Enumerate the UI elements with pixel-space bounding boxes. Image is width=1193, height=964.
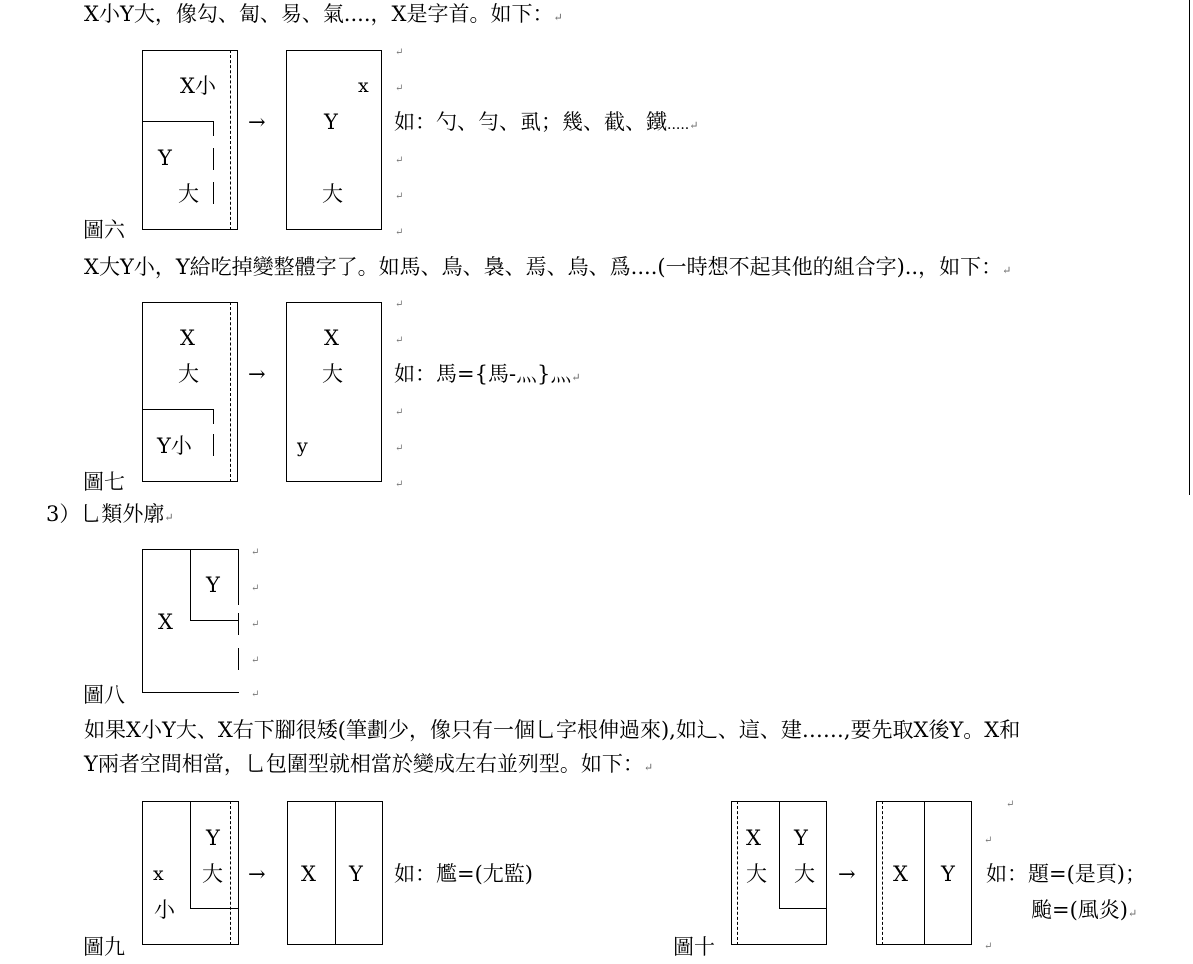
fig9-caption: 圖九: [83, 935, 125, 959]
fig7-label-x: X: [180, 326, 195, 350]
gutter-seg: [381, 50, 382, 65]
fig10-right-y: Y: [941, 862, 955, 886]
paragraph-mark-icon: ↵: [395, 155, 404, 166]
gutter-seg: [381, 147, 382, 169]
fig10-arrow-icon: →: [838, 862, 856, 886]
gutter-seg: [381, 327, 382, 349]
fig7-inner-top: [142, 409, 214, 410]
paragraph-mark-icon: ↵: [395, 47, 404, 58]
paragraph-mark-icon: ↵: [395, 83, 404, 94]
fig9-inner-bottom: [190, 908, 239, 909]
fig8-right-mid: [238, 613, 239, 635]
paragraph-mark-icon: ↵: [643, 761, 654, 774]
fig10-label-y: Y: [794, 826, 808, 850]
fig10-inner-l: [779, 801, 780, 909]
page-edge-line: [1189, 0, 1190, 495]
fig7-arrow-icon: →: [248, 362, 266, 386]
paragraph-mark-icon: ↵: [251, 583, 260, 594]
fig9-bottom: [142, 944, 239, 945]
fig8-label-x: X: [158, 610, 173, 634]
fig10-right-x: X: [893, 862, 908, 886]
text-line-1: X小Y大，像勾、匐、易、氣....，X是字首。如下：↵: [84, 2, 563, 26]
fig7-example: 如：馬={馬-灬}灬↵: [394, 362, 581, 386]
fig9-example: 如：尷=(尢監): [394, 862, 533, 886]
gutter-seg: [381, 435, 382, 457]
fig9-label-small: 小: [154, 898, 175, 922]
fig8-label-y: Y: [206, 573, 220, 597]
paragraph-mark-icon: ↵: [984, 941, 993, 952]
fig6-arrow-icon: →: [248, 110, 266, 134]
text-line-4: 如果X小Y大、X右下腳很矮(筆劃少，像只有一個乚字根伸過來),如辶、這、建……,要先取X後Y。X和: [84, 718, 1021, 742]
paragraph-mark-icon: ↵: [571, 371, 581, 384]
fig7-inner-side2: [213, 434, 214, 456]
gutter-seg: [381, 399, 382, 421]
paragraph-mark-icon: ↵: [395, 443, 404, 454]
section-heading: 3）乚類外廓↵: [46, 502, 174, 526]
fig10-example-2: 颱=(風炎)↵: [1031, 898, 1138, 922]
fig8-inner-bottom: [190, 620, 239, 621]
paragraph-mark-icon: ↵: [395, 335, 404, 346]
fig9-left: [142, 801, 143, 945]
paragraph-mark-icon: ↵: [1127, 907, 1138, 920]
fig6-right-y: Y: [324, 110, 338, 134]
gutter-seg: [381, 363, 382, 385]
fig10-right-divider: [924, 801, 925, 945]
paragraph-mark-icon: ↵: [395, 479, 404, 490]
fig9-right-divider: [335, 801, 336, 945]
fig8-left: [142, 549, 143, 693]
fig8-right-low: [238, 648, 239, 670]
fig6-inner-side: [213, 121, 214, 136]
text-line-2: X大Y小，Y給吃掉變整體字了。如馬、鳥、裊、焉、烏、爲....(一時想不起其他的組合字)..，如下：↵: [84, 255, 1012, 279]
fig8-right-top: [238, 549, 239, 605]
gutter-seg: [381, 111, 382, 133]
paragraph-mark-icon: ↵: [251, 689, 260, 700]
fig10-label-big-r: 大: [794, 862, 815, 886]
fig8-inner-l: [190, 549, 191, 621]
fig9-label-big: 大: [202, 862, 223, 886]
fig9-label-y: Y: [206, 826, 220, 850]
fig7-left-dash: [230, 302, 231, 482]
gutter-seg: [381, 302, 382, 317]
fig10-example-1: 如：題=(是頁)；: [986, 862, 1146, 886]
fig9-right-y: Y: [349, 862, 363, 886]
fig6-label-big: 大: [178, 182, 199, 206]
fig7-label-ysmall: Y小: [157, 434, 192, 458]
paragraph-mark-icon: ↵: [689, 119, 699, 132]
fig10-right-dash: [882, 801, 883, 945]
fig8-caption: 圖八: [83, 683, 125, 707]
paragraph-mark-icon: ↵: [395, 191, 404, 202]
fig9-arrow-icon: →: [248, 862, 266, 886]
text-line-5: Y兩者空間相當，乚包圍型就相當於變成左右並列型。如下：↵: [84, 752, 654, 776]
fig9-right-x: X: [301, 862, 316, 886]
fig10-left-dash: [737, 801, 738, 945]
fig6-right-big: 大: [322, 182, 343, 206]
fig6-example: 如：勺、勻、虱；幾、截、鐵.....↵: [394, 110, 699, 134]
gutter-seg: [381, 183, 382, 205]
fig6-label-y: Y: [158, 146, 172, 170]
paragraph-mark-icon: ↵: [251, 547, 260, 558]
fig7-right-x: X: [324, 326, 339, 350]
fig6-inner-top: [142, 121, 214, 122]
gutter-seg: [381, 75, 382, 97]
fig6-label-xsmall: X小: [180, 74, 216, 98]
paragraph-mark-icon: ↵: [251, 655, 260, 666]
fig10-caption: 圖十: [673, 935, 715, 959]
fig9-label-xlower: x: [153, 863, 164, 885]
fig9-inner-l: [190, 801, 191, 909]
fig7-label-big: 大: [178, 362, 199, 386]
fig6-label-xlower: x: [358, 75, 369, 97]
fig9-right-dash: [230, 801, 231, 945]
fig6-left-dash: [230, 50, 231, 230]
paragraph-mark-icon: ↵: [164, 511, 174, 524]
paragraph-mark-icon: ↵: [984, 835, 993, 846]
fig10-label-big-l: 大: [746, 862, 767, 886]
paragraph-mark-icon: ↵: [1002, 264, 1012, 277]
paragraph-mark-icon: ↵: [395, 227, 404, 238]
fig10-inner-bottom: [779, 908, 827, 909]
fig6-inner-side3: [213, 182, 214, 204]
fig7-inner-side: [213, 409, 214, 424]
fig8-bottom: [142, 692, 239, 693]
paragraph-mark-icon: ↵: [1006, 799, 1015, 810]
fig6-inner-side2: [213, 148, 214, 170]
fig6-caption: 圖六: [83, 218, 125, 242]
paragraph-mark-icon: ↵: [395, 407, 404, 418]
fig10-label-x: X: [746, 826, 761, 850]
paragraph-mark-icon: ↵: [553, 11, 563, 24]
fig7-label-ylower: y: [297, 435, 308, 457]
paragraph-mark-icon: ↵: [395, 299, 404, 310]
paragraph-mark-icon: ↵: [251, 619, 260, 630]
fig9-right: [238, 801, 239, 945]
fig7-right-big: 大: [322, 362, 343, 386]
fig7-caption: 圖七: [83, 470, 125, 494]
